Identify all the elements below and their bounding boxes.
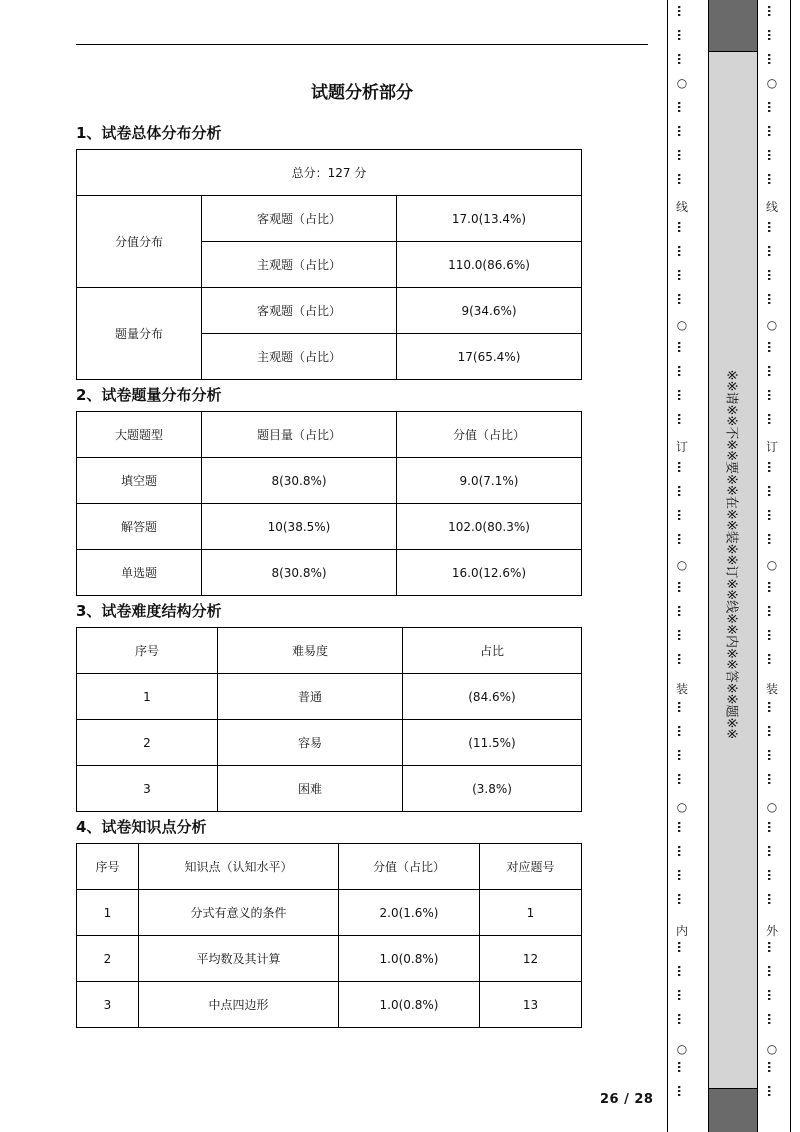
dot-leader: … bbox=[765, 845, 779, 857]
dot-leader: … bbox=[765, 1061, 779, 1073]
table-cell: 12 bbox=[480, 936, 582, 982]
binding-circle-icon: ○ bbox=[676, 76, 688, 90]
total-score-cell: 总分：127 分 bbox=[77, 150, 582, 196]
binding-circle-icon: ○ bbox=[676, 800, 688, 814]
dot-leader: … bbox=[675, 485, 689, 497]
dot-leader: … bbox=[675, 725, 689, 737]
dot-leader: … bbox=[765, 509, 779, 521]
table-cell: 分式有意义的条件 bbox=[139, 890, 339, 936]
table-header-row bbox=[77, 628, 582, 674]
table-cell: 2 bbox=[77, 720, 218, 766]
dot-leader: … bbox=[765, 1013, 779, 1025]
table-cell: 16.0(12.6%) bbox=[397, 550, 582, 596]
binding-circle-icon: ○ bbox=[766, 76, 778, 90]
table-cell: 8(30.8%) bbox=[202, 458, 397, 504]
table-cell: 10(38.5%) bbox=[202, 504, 397, 550]
table-cell: 3 bbox=[77, 766, 218, 812]
dot-leader: … bbox=[675, 413, 689, 425]
binding-circle-icon: ○ bbox=[766, 800, 778, 814]
table-row bbox=[77, 550, 582, 596]
dot-leader: … bbox=[765, 173, 779, 185]
dot-leader: … bbox=[765, 341, 779, 353]
header-cell: 对应题号 bbox=[480, 844, 582, 890]
dot-leader: … bbox=[675, 365, 689, 377]
dot-leader: … bbox=[765, 533, 779, 545]
table-cell: 困难 bbox=[218, 766, 403, 812]
dot-leader: … bbox=[675, 581, 689, 593]
binding-inner-label: 订 bbox=[675, 440, 688, 454]
dot-leader: … bbox=[675, 965, 689, 977]
dot-leader: … bbox=[675, 461, 689, 473]
dot-leader: … bbox=[765, 1085, 779, 1097]
binding-warning-text: ※※请※※不※※要※※在※※装※※订※※线※※内※※答※※题※※ bbox=[723, 369, 739, 740]
dot-leader: … bbox=[675, 221, 689, 233]
dot-leader: … bbox=[765, 461, 779, 473]
dot-leader: … bbox=[675, 605, 689, 617]
binding-circle-icon: ○ bbox=[766, 558, 778, 572]
table-cell: 普通 bbox=[218, 674, 403, 720]
header-cell: 占比 bbox=[403, 628, 582, 674]
header-cell: 难易度 bbox=[218, 628, 403, 674]
header-cell: 分值（占比） bbox=[339, 844, 480, 890]
binding-block-top bbox=[708, 0, 758, 52]
header-cell: 大题题型 bbox=[77, 412, 202, 458]
page-number: 26 / 28 bbox=[600, 1092, 654, 1107]
table-cell: 平均数及其计算 bbox=[139, 936, 339, 982]
binding-inner-label: 装 bbox=[675, 682, 688, 696]
table-cell: 102.0(80.3%) bbox=[397, 504, 582, 550]
dot-leader: … bbox=[675, 941, 689, 953]
table-cell: 8(30.8%) bbox=[202, 550, 397, 596]
dot-leader: … bbox=[675, 773, 689, 785]
binding-circle-icon: ○ bbox=[766, 318, 778, 332]
type-cell: 客观题（占比） bbox=[202, 288, 397, 334]
dot-leader: … bbox=[765, 53, 779, 65]
dot-leader: … bbox=[765, 149, 779, 161]
dot-leader: … bbox=[675, 149, 689, 161]
dot-leader: … bbox=[765, 653, 779, 665]
table-row bbox=[77, 936, 582, 982]
type-cell: 主观题（占比） bbox=[202, 242, 397, 288]
group-label-cell: 分值分布 bbox=[77, 196, 202, 288]
page-title: 试题分析部分 bbox=[311, 83, 413, 103]
binding-inner-label: 内 bbox=[675, 924, 688, 938]
value-cell: 17.0(13.4%) bbox=[397, 196, 582, 242]
dot-leader: … bbox=[765, 821, 779, 833]
dot-leader: … bbox=[675, 101, 689, 113]
table-row bbox=[77, 288, 582, 334]
section-1-heading: 1、试卷总体分布分析 bbox=[76, 124, 222, 142]
header-cell: 知识点（认知水平） bbox=[139, 844, 339, 890]
binding-column-outer bbox=[762, 0, 782, 1132]
binding-inner-label: 线 bbox=[675, 200, 688, 214]
dot-leader: … bbox=[675, 5, 689, 17]
binding-outer-label: 线 bbox=[765, 200, 778, 214]
dot-leader: … bbox=[765, 989, 779, 1001]
binding-circle-icon: ○ bbox=[676, 558, 688, 572]
value-cell: 110.0(86.6%) bbox=[397, 242, 582, 288]
dot-leader: … bbox=[675, 341, 689, 353]
dot-leader: … bbox=[675, 653, 689, 665]
table-cell: 2 bbox=[77, 936, 139, 982]
dot-leader: … bbox=[675, 893, 689, 905]
binding-outer-label: 装 bbox=[765, 682, 778, 696]
dot-leader: … bbox=[675, 269, 689, 281]
dot-leader: … bbox=[765, 725, 779, 737]
header-cell: 序号 bbox=[77, 628, 218, 674]
table-cell: 解答题 bbox=[77, 504, 202, 550]
table-cell: 13 bbox=[480, 982, 582, 1028]
table-row bbox=[77, 674, 582, 720]
value-cell: 17(65.4%) bbox=[397, 334, 582, 380]
dot-leader: … bbox=[765, 485, 779, 497]
dot-leader: … bbox=[765, 101, 779, 113]
dot-leader: … bbox=[675, 821, 689, 833]
dot-leader: … bbox=[765, 29, 779, 41]
table-cell: 3 bbox=[77, 982, 139, 1028]
dot-leader: … bbox=[765, 5, 779, 17]
table-row bbox=[77, 458, 582, 504]
type-cell: 主观题（占比） bbox=[202, 334, 397, 380]
table-row bbox=[77, 504, 582, 550]
dot-leader: … bbox=[765, 581, 779, 593]
table-cell: 1.0(0.8%) bbox=[339, 936, 480, 982]
dot-leader: … bbox=[765, 245, 779, 257]
table-cell: 9.0(7.1%) bbox=[397, 458, 582, 504]
binding-border-left bbox=[667, 0, 668, 1132]
dot-leader: … bbox=[675, 125, 689, 137]
dot-leader: … bbox=[675, 533, 689, 545]
dot-leader: … bbox=[765, 413, 779, 425]
section-2-heading: 2、试卷题量分布分析 bbox=[76, 386, 222, 404]
group-label-cell: 题量分布 bbox=[77, 288, 202, 380]
dot-leader: … bbox=[765, 125, 779, 137]
dot-leader: … bbox=[765, 965, 779, 977]
table-cell: (3.8%) bbox=[403, 766, 582, 812]
dot-leader: … bbox=[675, 1061, 689, 1073]
table-row bbox=[77, 720, 582, 766]
binding-circle-icon: ○ bbox=[676, 1042, 688, 1056]
dot-leader: … bbox=[765, 629, 779, 641]
section-3-heading: 3、试卷难度结构分析 bbox=[76, 602, 222, 620]
overall-distribution-table bbox=[76, 149, 582, 380]
table-cell: (11.5%) bbox=[403, 720, 582, 766]
dot-leader: … bbox=[675, 1013, 689, 1025]
dot-leader: … bbox=[765, 221, 779, 233]
knowledge-point-table bbox=[76, 843, 582, 1028]
dot-leader: … bbox=[765, 293, 779, 305]
dot-leader: … bbox=[765, 701, 779, 713]
table-row bbox=[77, 766, 582, 812]
table-cell: 2.0(1.6%) bbox=[339, 890, 480, 936]
dot-leader: … bbox=[675, 245, 689, 257]
value-cell: 9(34.6%) bbox=[397, 288, 582, 334]
dot-leader: … bbox=[675, 29, 689, 41]
header-cell: 分值（占比） bbox=[397, 412, 582, 458]
difficulty-structure-table bbox=[76, 627, 582, 812]
dot-leader: … bbox=[765, 269, 779, 281]
table-row bbox=[77, 890, 582, 936]
dot-leader: … bbox=[765, 365, 779, 377]
table-header-row bbox=[77, 412, 582, 458]
table-cell: 1.0(0.8%) bbox=[339, 982, 480, 1028]
table-cell: 中点四边形 bbox=[139, 982, 339, 1028]
dot-leader: … bbox=[765, 389, 779, 401]
table-cell: 单选题 bbox=[77, 550, 202, 596]
dot-leader: … bbox=[675, 1085, 689, 1097]
dot-leader: … bbox=[675, 173, 689, 185]
binding-column-inner bbox=[672, 0, 692, 1132]
dot-leader: … bbox=[675, 53, 689, 65]
dot-leader: … bbox=[765, 773, 779, 785]
table-header-row bbox=[77, 844, 582, 890]
dot-leader: … bbox=[765, 941, 779, 953]
binding-border-right bbox=[790, 0, 791, 1132]
dot-leader: … bbox=[675, 845, 689, 857]
dot-leader: … bbox=[765, 605, 779, 617]
header-cell: 题目量（占比） bbox=[202, 412, 397, 458]
question-distribution-table bbox=[76, 411, 582, 596]
table-row bbox=[77, 150, 582, 196]
table-cell: 1 bbox=[480, 890, 582, 936]
binding-outer-label: 订 bbox=[765, 440, 778, 454]
dot-leader: … bbox=[675, 629, 689, 641]
dot-leader: … bbox=[675, 389, 689, 401]
header-cell: 序号 bbox=[77, 844, 139, 890]
binding-block-bottom bbox=[708, 1088, 758, 1132]
dot-leader: … bbox=[765, 893, 779, 905]
dot-leader: … bbox=[765, 869, 779, 881]
dot-leader: … bbox=[675, 869, 689, 881]
binding-circle-icon: ○ bbox=[766, 1042, 778, 1056]
table-cell: (84.6%) bbox=[403, 674, 582, 720]
table-cell: 1 bbox=[77, 890, 139, 936]
table-row bbox=[77, 982, 582, 1028]
binding-outer-label: 外 bbox=[765, 924, 778, 938]
binding-circle-icon: ○ bbox=[676, 318, 688, 332]
dot-leader: … bbox=[675, 293, 689, 305]
table-cell: 填空题 bbox=[77, 458, 202, 504]
table-cell: 容易 bbox=[218, 720, 403, 766]
dot-leader: … bbox=[675, 509, 689, 521]
section-4-heading: 4、试卷知识点分析 bbox=[76, 818, 207, 836]
dot-leader: … bbox=[675, 701, 689, 713]
header-rule bbox=[76, 44, 648, 45]
dot-leader: … bbox=[675, 749, 689, 761]
dot-leader: … bbox=[675, 989, 689, 1001]
table-row bbox=[77, 196, 582, 242]
dot-leader: … bbox=[765, 749, 779, 761]
table-cell: 1 bbox=[77, 674, 218, 720]
type-cell: 客观题（占比） bbox=[202, 196, 397, 242]
